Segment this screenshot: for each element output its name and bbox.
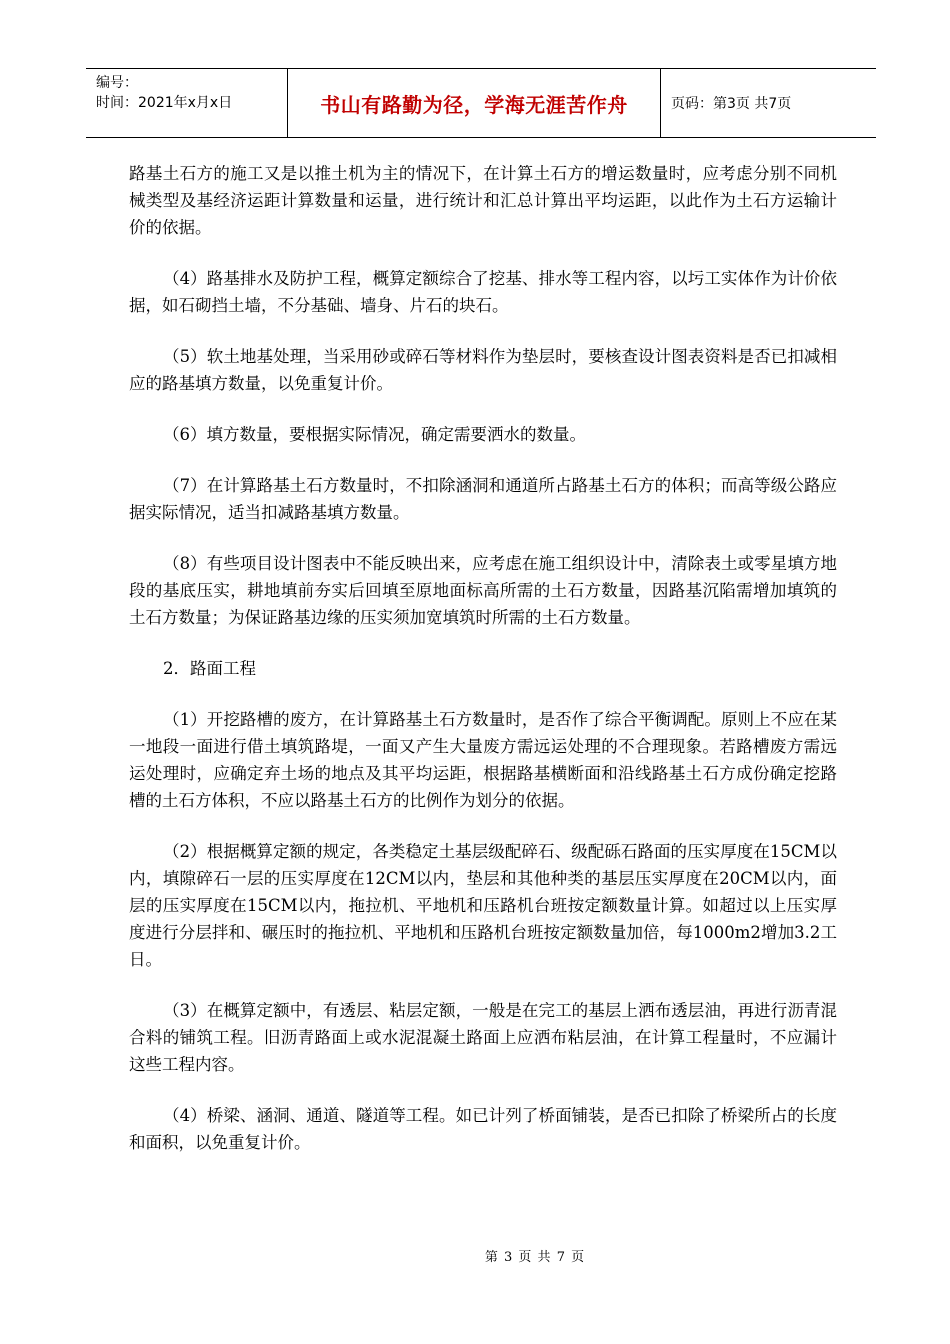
paragraph: （6）填方数量，要根据实际情况，确定需要洒水的数量。 xyxy=(163,425,586,444)
header-motto-cell xyxy=(288,69,661,137)
document-number: 编号： xyxy=(96,75,138,91)
paragraph: （2）根据概算定额的规定，各类稳定土基层级配碎石、级配砾石路面的压实厚度在15CM以内，填隙碎石一层的压实厚度在12CM以内，垫层和其他种类的基层压实厚度在20CM以内，面层的压实厚度在15CM以内，拖拉机、平地机和压路机台班按定额数量计算。如超过以上压实厚度进行分层拌和、碾压时的拖拉机、平地机和压路机台班按定额数量加倍，每1000m2增加3.2工日。 xyxy=(129,842,837,969)
page-header xyxy=(86,68,876,138)
section-heading: 2．路面工程 xyxy=(163,659,256,678)
header-page-cell xyxy=(661,69,876,137)
paragraph: （8）有些项目设计图表中不能反映出来，应考虑在施工组织设计中，清除表土或零星填方地段的基底压实，耕地填前夯实后回填至原地面标高所需的土石方数量，因路基沉陷需增加填筑的土石方数量；为保证路基边缘的压实须加宽填筑时所需的土石方数量。 xyxy=(129,554,837,627)
header-motto: 书山有路勤为径，学海无涯苦作舟 xyxy=(320,92,628,117)
header-meta xyxy=(86,69,288,137)
paragraph: （4）桥梁、涵洞、通道、隧道等工程。如已计列了桥面铺装，是否已扣除了桥梁所占的长度和面积，以免重复计价。 xyxy=(129,1106,837,1152)
paragraph: （4）路基排水及防护工程，概算定额综合了挖基、排水等工程内容，以圬工实体作为计价依据，如石砌挡土墙，不分基础、墙身、片石的块石。 xyxy=(129,269,837,315)
document-time: 时间：2021年x月x日 xyxy=(96,95,233,111)
footer-page-number: 第 3 页 共 7 页 xyxy=(484,1250,586,1265)
paragraph: （3）在概算定额中，有透层、粘层定额，一般是在完工的基层上洒布透层油，再进行沥青混合料的铺筑工程。旧沥青路面上或水泥混凝土路面上应洒布粘层油，在计算工程量时，不应漏计这些工程内容。 xyxy=(129,1001,837,1074)
paragraph: （1）开挖路槽的废方，在计算路基土石方数量时，是否作了综合平衡调配。原则上不应在某一地段一面进行借土填筑路堤，一面又产生大量废方需远运处理的不合理现象。若路槽废方需远运处理时，应确定弃土场的地点及其平均运距，根据路基横断面和沿线路基土石方成份确定挖路槽的土石方体积，不应以路基土石方的比例作为划分的依据。 xyxy=(129,710,837,810)
page-footer xyxy=(0,1246,950,1265)
paragraph: 路基土石方的施工又是以推土机为主的情况下，在计算土石方的增运数量时，应考虑分别不同机械类型及基经济运距计算数量和运量，进行统计和汇总计算出平均运距，以此作为土石方运输计价的依据。 xyxy=(129,164,837,237)
paragraph: （7）在计算路基土石方数量时，不扣除涵洞和通道所占路基土石方的体积；而高等级公路应据实际情况，适当扣减路基填方数量。 xyxy=(129,476,837,522)
document-body xyxy=(129,160,837,1180)
paragraph: （5）软土地基处理，当采用砂或碎石等材料作为垫层时，要核查设计图表资料是否已扣减相应的路基填方数量，以免重复计价。 xyxy=(129,347,837,393)
header-page-number: 页码：第3页 共7页 xyxy=(671,96,792,112)
